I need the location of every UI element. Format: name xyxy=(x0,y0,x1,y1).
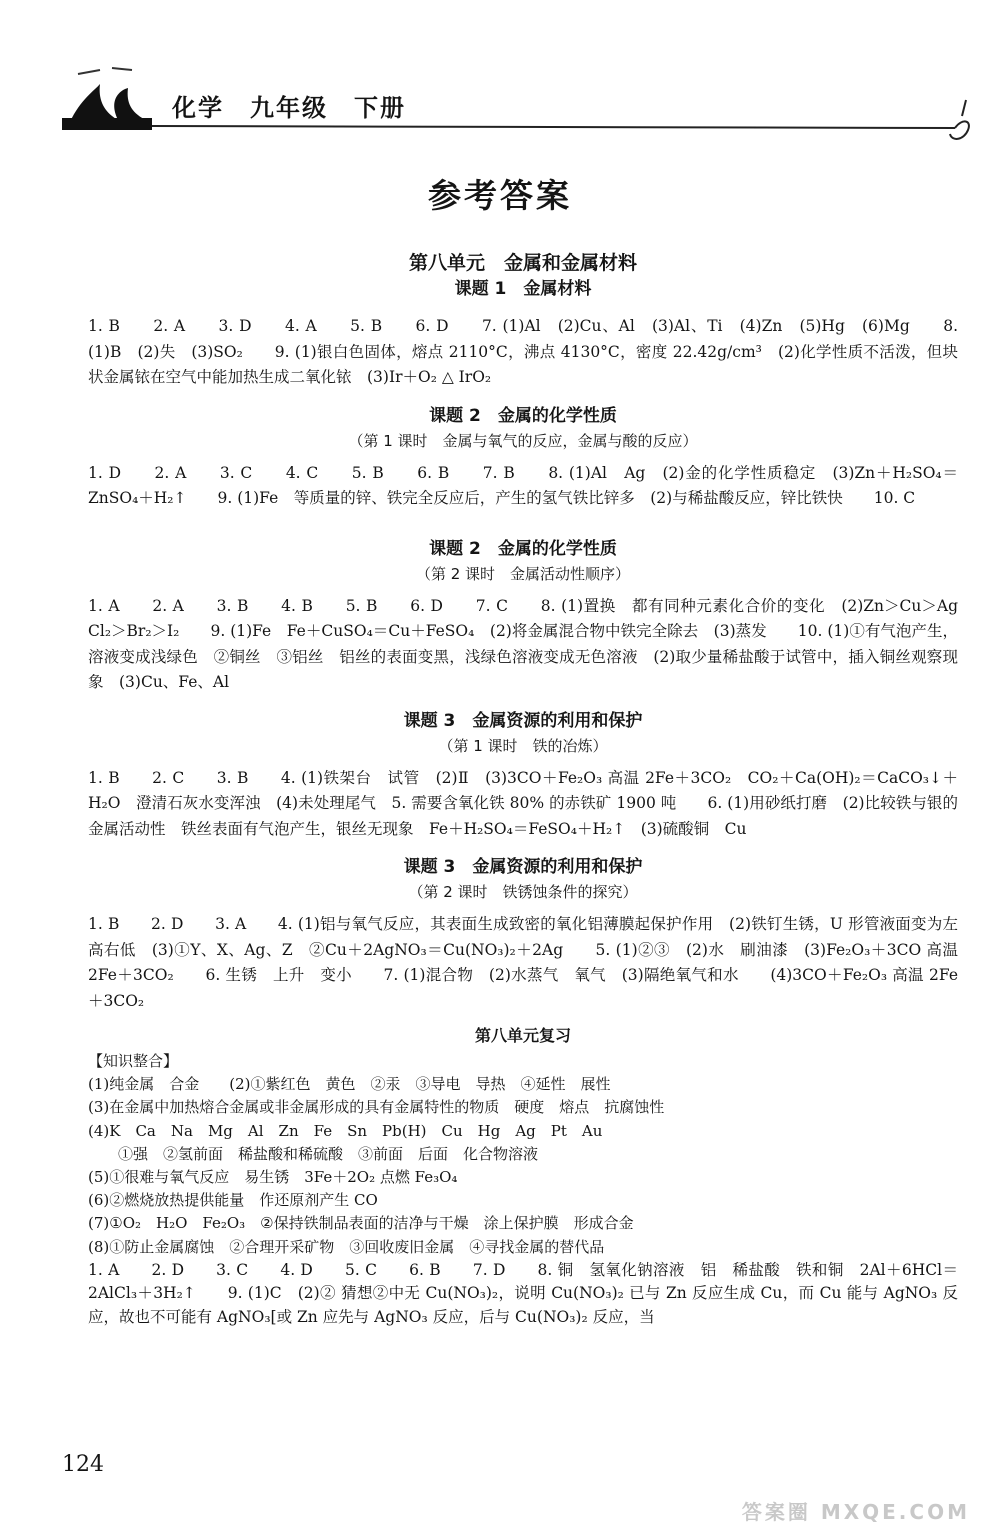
page-header xyxy=(0,60,1000,170)
lesson-1-title: 课题 1 金属材料 xyxy=(454,279,592,299)
lesson-3b-session: （第 2 课时 铁锈蚀条件的探究） xyxy=(408,883,638,901)
knowledge-line: ①强 ②氢前面 稀盐酸和稀硫酸 ③前面 后面 化合物溶液 xyxy=(118,1144,539,1163)
lesson-3a-answers: 1. B 2. C 3. B 4. (1)铁架台 试管 (2)Ⅱ (3)3CO＋Fe₂O₃ 高温 2Fe＋3CO₂ CO₂＋Ca(OH)₂＝CaCO₃↓＋H₂O 澄清石灰水变浑浊 (4)未处理尾气 5. 需要含氧化铁 80% 的赤铁矿 1900 吨 6. (1)用砂纸打磨 (2)比较铁与银的金属活动性 铁丝表面有气泡产生，银丝无现象 Fe＋H₂SO₄＝FeSO₄＋H₂↑ (3)硫酸铜 Cu xyxy=(88,768,958,838)
watermark: 答案圈 MXQE.COM xyxy=(741,1500,970,1524)
knowledge-line: (5)①很难与氧气反应 易生锈 3Fe＋2O₂ 点燃 Fe₃O₄ xyxy=(88,1168,458,1187)
header-subject: 化学 九年级 下册 xyxy=(172,94,406,122)
lesson-3a-session: （第 1 课时 铁的冶炼） xyxy=(438,736,608,755)
knowledge-line: 【知识整合】 xyxy=(88,1052,179,1070)
lesson-2a-session: （第 1 课时 金属与氧气的反应，金属与酸的反应） xyxy=(348,431,698,450)
knowledge-line: (7)①O₂ H₂O Fe₂O₃ ②保持铁制品表面的洁净与干燥 涂上保护膜 形成合金 xyxy=(88,1214,634,1233)
review-title: 第八单元复习 xyxy=(474,1026,571,1045)
lesson-2b-session: （第 2 课时 金属活动性顺序） xyxy=(415,564,631,583)
page-title: 参考答案 xyxy=(428,176,572,215)
lesson-3b-answers: 1. B 2. D 3. A 4. (1)铝与氧气反应，其表面生成致密的氧化铝薄膜起保护作用 (2)铁钉生锈，U 形管液面变为左高右低 (3)①Y、X、Ag、Z ②Cu＋2AgNO₃＝Cu(NO₃)₂＋2Ag 5. (1)②③ (2)水 刷油漆 (3)Fe₂O₃＋3CO 高温 2Fe＋3CO₂ 6. 生锈 上升 变小 7. (1)混合物 (2)水蒸气 氧气 (3)隔绝氧气和水 (4)3CO＋Fe₂O₃ 高温 2Fe＋3CO₂ xyxy=(88,915,958,1010)
lesson-2a-answers: 1. D 2. A 3. C 4. C 5. B 6. B 7. B 8. (1)Al Ag (2)金的化学性质稳定 (3)Zn＋H₂SO₄＝ZnSO₄＋H₂↑ 9. (1)Fe 等质量的锌、铁完全反应后，产生的氢气铁比锌多 (2)与稀盐酸反应，锌比铁快 10. C xyxy=(88,463,958,507)
answer-content xyxy=(88,248,974,1329)
knowledge-line: (4)K Ca Na Mg Al Zn Fe Sn Pb(H) Cu Hg Ag Pt Au xyxy=(88,1121,603,1140)
knowledge-summary xyxy=(88,1050,958,1259)
lesson-3a-title: 课题 3 金属资源的利用和保护 xyxy=(403,710,643,731)
review-answers: 1. A 2. D 3. C 4. D 5. C 6. B 7. D 8. 铜 氢氧化钠溶液 铝 稀盐酸 铁和铜 2Al＋6HCl＝2AlCl₃＋3H₂↑ 9. (1)C (2)② 猜想②中无 Cu(NO₃)₂，说明 Cu(NO₃)₂ 已与 Zn 反应生成 Cu，而 Cu 能与 AgNO₃ 反应，故也不可能有 AgNO₃[或 Zn 应先与 AgNO₃ 反应，后与 Cu(NO₃)₂ 反应，当 xyxy=(88,1260,958,1326)
lesson-2b-answers: 1. A 2. A 3. B 4. B 5. B 6. D 7. C 8. (1)置换 都有同种元素化合价的变化 (2)Zn＞Cu＞Ag Cl₂＞Br₂＞I₂ 9. (1)Fe Fe＋CuSO₄＝Cu＋FeSO₄ (2)将金属混合物中铁完全除去 (3)蒸发 10. (1)①有气泡产生，溶液变成浅绿色 ②铜丝 ③铝丝 铝丝的表面变黑，浅绿色溶液变成无色溶液 (2)取少量稀盐酸于试管中，插入铜丝观察现象 (3)Cu、Fe、Al xyxy=(88,596,974,691)
knowledge-line: (3)在金属中加热熔合金属或非金属形成的具有金属特性的物质 硬度 熔点 抗腐蚀性 xyxy=(88,1098,665,1117)
knowledge-line: (8)①防止金属腐蚀 ②合理开采矿物 ③回收废旧金属 ④寻找金属的替代品 xyxy=(88,1237,605,1256)
lesson-2b-title: 课题 2 金属的化学性质 xyxy=(429,538,617,559)
knowledge-line: (1)纯金属 合金 (2)①紫红色 黄色 ②汞 ③导电 导热 ④延性 展性 xyxy=(88,1075,611,1094)
lesson-2a-title: 课题 2 金属的化学性质 xyxy=(429,405,617,426)
header-decoration-icon xyxy=(0,60,1000,170)
lesson-3b-title: 课题 3 金属资源的利用和保护 xyxy=(403,857,643,877)
page-number: 124 xyxy=(62,1452,104,1477)
knowledge-line: (6)②燃烧放热提供能量 作还原剂产生 CO xyxy=(88,1191,378,1210)
unit-heading: 第八单元 金属和金属材料 xyxy=(408,252,637,274)
lesson-1-answers: 1. B 2. A 3. D 4. A 5. B 6. D 7. (1)Al (2)Cu、Al (3)Al、Ti (4)Zn (5)Hg (6)Mg 8. (1)B (2)失 (3)SO₂ 9. (1)银白色固体，熔点 2110°C，沸点 4130°C，密度 22.42g/cm³ (2)化学性质不活泼，但块状金属铱在空气中能加热生成二氧化铱 (3)Ir＋O₂ △ IrO₂ xyxy=(88,317,958,386)
